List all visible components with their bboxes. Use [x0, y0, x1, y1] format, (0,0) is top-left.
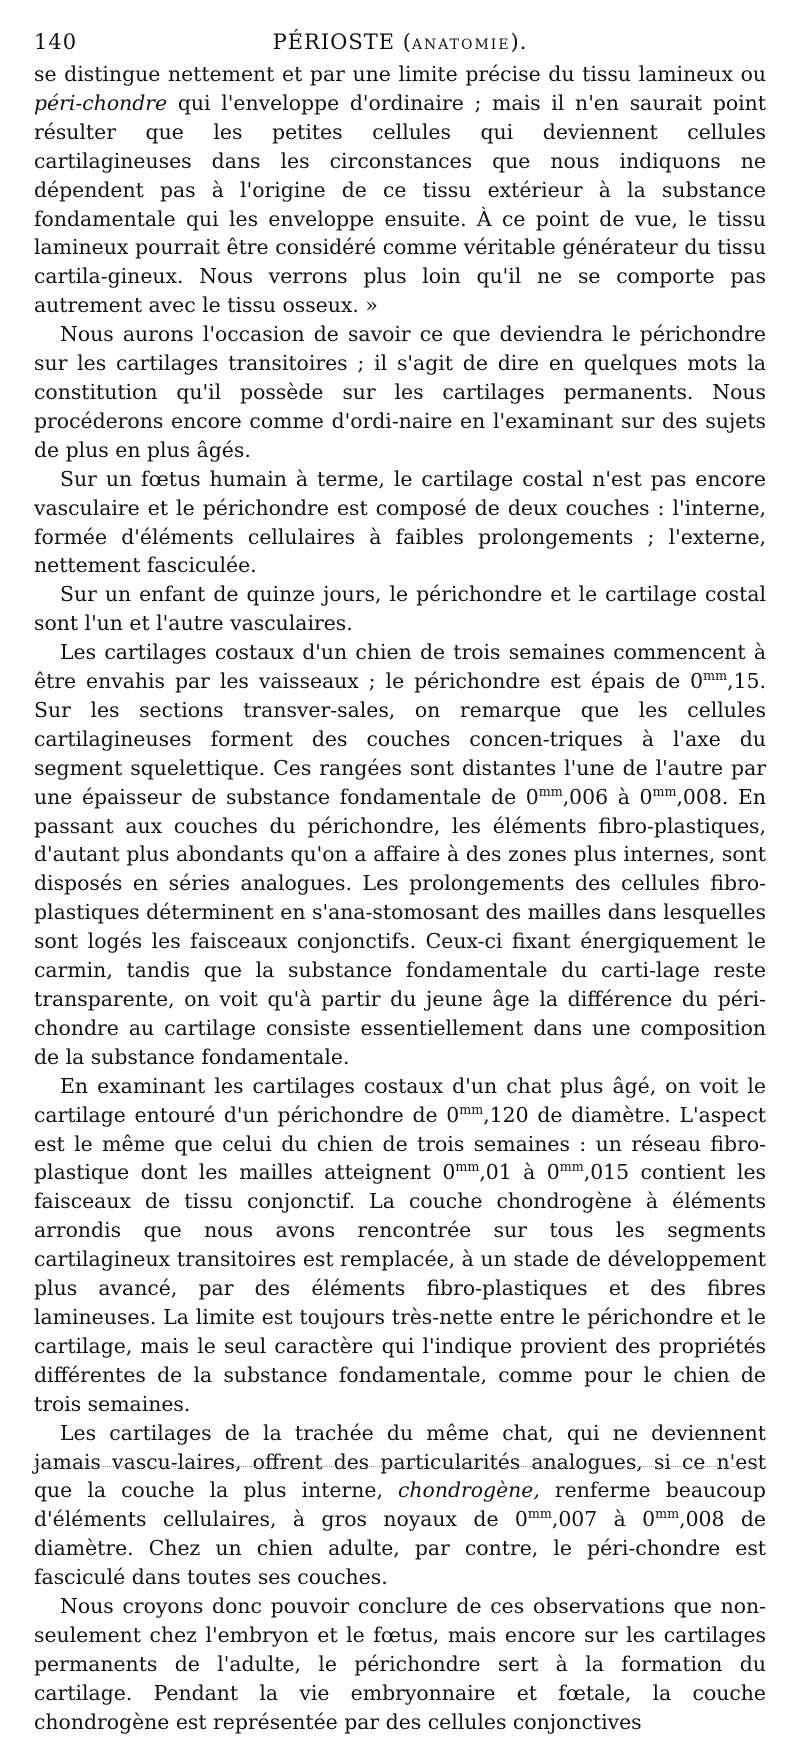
footer-rule [34, 1466, 766, 1467]
paragraph-6-text-c: ,01 à 0 [479, 1160, 560, 1185]
body-text [34, 60, 766, 1737]
paragraph-1-text-a: se distingue nettement et par une limite précise du tissu lamineux ou [34, 62, 766, 86]
paragraph-6-text-b: ,120 de diamètre. L'aspect est le même que celui du chien de trois semaines : un réseau fibro-plastique dont les mailles atteignent 0 [34, 1102, 766, 1185]
paragraph-6 [34, 1072, 766, 1419]
paragraph-7 [34, 1419, 766, 1592]
paragraph-7-text-b: renferme beaucoup d'éléments cellulaires, à gros noyaux de 0 [34, 1478, 766, 1532]
unit-superscript: mm [538, 783, 563, 799]
paragraph-7-text-a: Les cartilages de la trachée du même chat, qui ne deviennent jamais vascu-laires, offrent des particularités analogues, si ce n'est que la couche la plus interne, [34, 1420, 766, 1503]
unit-superscript: mm [652, 783, 677, 799]
paragraph-1-italic: péri-chondre [34, 90, 168, 115]
unit-superscript: mm [703, 668, 728, 684]
unit-superscript: mm [559, 1159, 584, 1175]
paragraph-5-text-a: Les cartilages costaux d'un chien de trois semaines commencent à être envahis par les vaisseaux ; le périchondre est épais de 0 [34, 640, 766, 694]
paragraph-1 [34, 60, 766, 320]
paragraph-2: Nous aurons l'occasion de savoir ce que deviendra le périchondre sur les cartilages transitoires ; il s'agit de dire en quelques mots la constitution qu'il possède sur les cartilages permanents. Nous procéderons encore comme d'ordi-naire en l'examinant sur des sujets de plus en plus âgés. [34, 322, 766, 462]
paragraph-8: Nous croyons donc pouvoir conclure de ces observations que non-seulement chez l'embryon et le fœtus, mais encore sur les cartilages permanents de l'adulte, le périchondre sert à la formation du cartilage. Pendant la vie embryonnaire et fœtale, la couche chondrogène est représentée par des cellules conjonctives [34, 1594, 766, 1734]
paragraph-5-text-d: ,008. En passant aux couches du périchondre, les éléments fibro-plastiques, d'autant plus abondants qu'on a affaire à des zones plus internes, sont disposés en séries analogues. Les prolongements des cellules fibro-plastiques déterminent en s'ana-stomosant des mailles dans lesquelles sont logés les faisceaux conjonctifs. Ceux-ci fixant énergiquement le carmin, tandis que la substance fondamentale du carti-lage reste transparente, on voit qu'à partir du jeune âge la différence du péri-chondre au cartilage consiste essentiellement dans une composition de la substance fondamentale. [34, 784, 766, 1069]
paragraph-4: Sur un enfant de quinze jours, le périchondre et le cartilage costal sont l'un et l'autre vasculaires. [34, 582, 766, 636]
running-title [34, 30, 766, 54]
paragraph-5 [34, 638, 766, 1072]
paragraph-6-text-d: ,015 contient les faisceaux de tissu conjonctif. La couche chondrogène à éléments arrondis que nous avons rencontrée sur tous les segments cartilagineux transitoires est remplacée, à un stade de développement plus avancé, par des éléments fibro-plastiques et des fibres lamineuses. La limite est toujours très-nette entre le périchondre et le cartilage, mais le seul caractère qui l'indique provient des propriétés différentes de la substance fondamentale, comme pour le chien de trois semaines. [34, 1160, 766, 1416]
unit-superscript: mm [459, 1101, 484, 1117]
paragraph-5-text-c: ,006 à 0 [562, 784, 653, 809]
paragraph-6-text-a: En examinant les cartilages costaux d'un chat plus âgé, on voit le cartilage entouré d'un périchondre de 0 [34, 1073, 766, 1127]
running-title-end: ). [510, 30, 528, 54]
paragraph-1-text-b: qui l'enveloppe d'ordinaire ; mais il n'en saurait point résulter que les petites cellules qui deviennent cellules cartilagineuses dans les circonstances que nous indiquons ne dépendent pas à l'origine de ce tissu extérieur à la substance fondamentale qui les enveloppe ensuite. À ce point de vue, le tissu lamineux pourrait être considéré comme véritable générateur du tissu cartila-gineux. Nous verrons plus loin qu'il ne se comporte pas autrement avec le tissu osseux. » [34, 90, 766, 318]
paragraph-5-text-b: ,15. Sur les sections transver-sales, on remarque que les cellules cartilagineuses forment des couches concen-triques à l'axe du segment squelettique. Ces rangées sont distantes l'une de l'autre par une épaisseur de substance fondamentale de 0 [34, 669, 766, 809]
unit-superscript: mm [527, 1506, 552, 1522]
paragraph-7-text-d: ,008 de diamètre. Chez un chien adulte, par contre, le péri-chondre est fasciculé dans toutes ses couches. [34, 1507, 766, 1590]
running-title-small-caps: ANATOMIE [411, 37, 511, 53]
unit-superscript: mm [655, 1506, 680, 1522]
running-title-main: PÉRIOSTE ( [272, 30, 412, 54]
page-number: 140 [34, 30, 78, 54]
paragraph-7-text-c: ,007 à 0 [551, 1507, 656, 1532]
paragraph-7-italic: chondrogène, [398, 1478, 540, 1503]
paragraph-3: Sur un fœtus humain à terme, le cartilage costal n'est pas encore vasculaire et le périchondre est composé de deux couches : l'interne, formée d'éléments cellulaires à faibles prolongements ; l'externe, nettement fasciculée. [34, 466, 766, 578]
page-header [34, 24, 766, 60]
unit-superscript: mm [455, 1159, 480, 1175]
